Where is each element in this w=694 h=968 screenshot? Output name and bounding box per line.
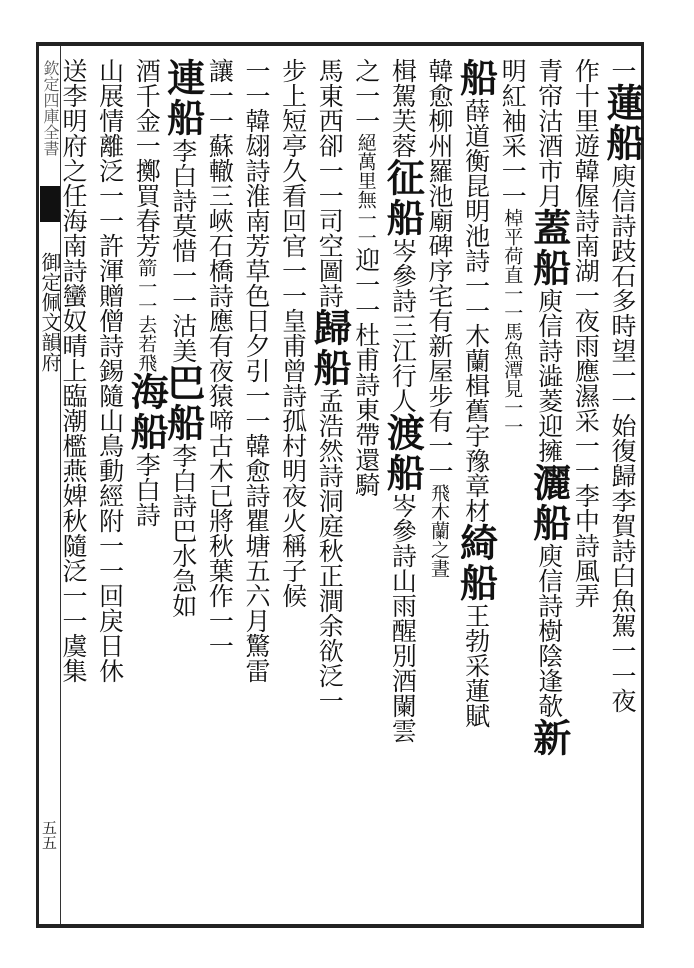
column-text: 岑參詩三江行人 [388,238,418,413]
column-text: 馬東西卻一一司空圖詩 [315,58,345,308]
column-text: 絕萬里無一一 [354,133,377,247]
column-text: 作十里遊韓偓詩南湖一夜雨應濕采一一李中詩風弄 [571,58,601,608]
column-text: 明紅袖采一一 [498,58,528,208]
column-text: 一一韓翃詩淮南芳草色日夕引一一韓愈詩瞿塘五六月驚雷 [242,58,271,683]
column-text: 之一一 [351,58,381,133]
column-text: 步上短亭久看回官一一皇甫曾詩孤村明夜火稱子候 [278,58,308,608]
text-column [90,58,130,683]
column-text: 薛道衡昆明池詩一一木蘭楫舊宇豫章材 [461,98,491,523]
text-column [419,58,459,578]
headword: 海船 [124,372,170,452]
column-text: 李白詩莫惜一一沽美 [168,138,198,363]
text-column [492,58,532,436]
text-column [53,58,93,683]
column-text: 王勃采蓮賦 [461,603,491,728]
headword: 船 [453,58,499,98]
headword: 連船 [160,58,206,138]
column-text: 迎一一杜甫詩東帶還騎 [351,247,381,497]
column-text: 庾信詩澁菱迎擁 [534,288,564,463]
text-column [453,58,499,728]
text-column [600,58,645,713]
column-text: 青帘沽酒市月 [534,58,564,208]
text-column [346,58,386,497]
page-number: 五五 [40,820,58,850]
headword: 蓋船 [526,208,572,288]
text-column [380,58,426,743]
book-title: 御定佩文韻府 [38,252,62,372]
column-text: 庾信詩跂石多時望一一始復歸李賀詩白魚駕一一夜 [608,163,637,713]
headword: 歸船 [307,308,353,388]
column-text: 楫駕芙蓉 [388,58,418,158]
column-text: 棹平荷直一一 [501,208,524,322]
headword: 巴船 [160,363,206,443]
column-text: 酒千金一擲買春芳 [132,58,162,258]
column-text: 岑參詩山雨醒別酒闌雲 [388,493,418,743]
text-column [307,58,353,713]
column-text: 一 [608,58,637,83]
text-column [236,58,276,683]
column-text: 讓一一蘇轍三峽石橋詩應有夜猿啼古木已將秋葉作一一 [205,58,235,658]
column-text: 李白詩巴水急如 [168,443,198,618]
margin-top-text: 欽定四庫全書 [41,60,60,156]
bottom-border-rule [38,924,644,928]
text-column [199,58,239,658]
text-column [526,58,572,758]
headword: 蓮船 [600,83,645,163]
top-border-rule [38,42,644,46]
column-text: 韓愈柳州羅池廟碑序宅有新屋步有一一 [425,58,454,483]
column-text: 箭一一去若飛 [135,258,158,372]
column-text: 孟浩然詩洞庭秋正澗余欲泛一 [315,388,345,713]
column-text: 庾信詩樹陰逢欹 [534,543,564,718]
column-text: 山展情離泛一一許渾贈僧詩錫隨山鳥動經附一一回戾日休 [95,58,125,683]
text-column [160,58,206,618]
headword: 渡船 [380,413,426,493]
text-column [273,58,313,608]
column-text: 飛木蘭之晝 [428,483,450,578]
column-text: 送李明府之任海南詩蠻奴晴上臨潮檻燕婢秋隨泛一一虞集 [59,58,88,683]
column-text: 李白詩 [132,452,162,527]
column-text: 馬魚潭見一一 [501,322,524,436]
headword: 新 [526,718,572,758]
headword: 綺船 [453,523,499,603]
headword: 征船 [380,158,426,238]
text-column [124,58,170,527]
headword: 灑船 [526,463,572,543]
